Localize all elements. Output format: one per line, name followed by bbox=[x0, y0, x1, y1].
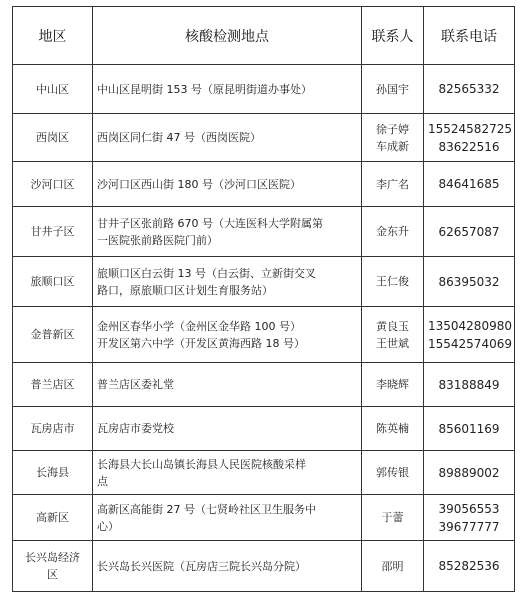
location-cell: 金州区春华小学（金州区金华路 100 号） 开发区第六中学（开发区黄海西路 18 号） bbox=[93, 307, 362, 363]
district-cell: 瓦房店市 bbox=[13, 407, 93, 451]
testing-sites-table bbox=[12, 6, 515, 592]
phone-cell: 85601169 bbox=[424, 407, 515, 451]
location-cell: 瓦房店市委党校 bbox=[93, 407, 362, 451]
phone-cell: 86395032 bbox=[424, 257, 515, 307]
district-cell: 中山区 bbox=[13, 65, 93, 114]
district-cell: 高新区 bbox=[13, 495, 93, 541]
district-cell: 普兰店区 bbox=[13, 363, 93, 407]
contact-cell: 郭传银 bbox=[362, 451, 424, 495]
contact-cell: 于蕾 bbox=[362, 495, 424, 541]
contact-cell: 徐子婷 车成新 bbox=[362, 114, 424, 162]
location-cell: 甘井子区张前路 670 号（大连医科大学附属第 一医院张前路医院门前） bbox=[93, 207, 362, 257]
district-cell: 长兴岛经济 区 bbox=[13, 541, 93, 592]
table-row bbox=[13, 162, 515, 207]
phone-cell: 15524582725 83622516 bbox=[424, 114, 515, 162]
table-row bbox=[13, 363, 515, 407]
contact-cell: 黄良玉 王世斌 bbox=[362, 307, 424, 363]
location-cell: 普兰店区委礼堂 bbox=[93, 363, 362, 407]
table-row bbox=[13, 207, 515, 257]
table-header-row bbox=[13, 7, 515, 65]
phone-cell: 83188849 bbox=[424, 363, 515, 407]
location-cell: 长海县大长山岛镇长海县人民医院核酸采样 点 bbox=[93, 451, 362, 495]
header-district: 地区 bbox=[13, 7, 93, 65]
contact-cell: 王仁俊 bbox=[362, 257, 424, 307]
table-row bbox=[13, 307, 515, 363]
phone-cell: 82565332 bbox=[424, 65, 515, 114]
location-cell: 高新区高能街 27 号（七贤岭社区卫生服务中 心） bbox=[93, 495, 362, 541]
table-row bbox=[13, 495, 515, 541]
location-cell: 中山区昆明街 153 号（原昆明街道办事处） bbox=[93, 65, 362, 114]
district-cell: 西岗区 bbox=[13, 114, 93, 162]
table-row bbox=[13, 114, 515, 162]
contact-cell: 李晓辉 bbox=[362, 363, 424, 407]
table-row bbox=[13, 541, 515, 592]
location-cell: 长兴岛长兴医院（瓦房店三院长兴岛分院） bbox=[93, 541, 362, 592]
contact-cell: 金东升 bbox=[362, 207, 424, 257]
phone-cell: 85282536 bbox=[424, 541, 515, 592]
table-row bbox=[13, 65, 515, 114]
phone-cell: 89889002 bbox=[424, 451, 515, 495]
header-contact: 联系人 bbox=[362, 7, 424, 65]
contact-cell: 陈英楠 bbox=[362, 407, 424, 451]
district-cell: 旅顺口区 bbox=[13, 257, 93, 307]
header-phone: 联系电话 bbox=[424, 7, 515, 65]
contact-cell: 李广名 bbox=[362, 162, 424, 207]
table-row bbox=[13, 257, 515, 307]
contact-cell: 孙国宇 bbox=[362, 65, 424, 114]
location-cell: 沙河口区西山街 180 号（沙河口区医院） bbox=[93, 162, 362, 207]
contact-cell: 邵明 bbox=[362, 541, 424, 592]
location-cell: 旅顺口区白云街 13 号（白云街、立新街交叉 路口，原旅顺口区计划生育服务站） bbox=[93, 257, 362, 307]
phone-cell: 62657087 bbox=[424, 207, 515, 257]
location-cell: 西岗区同仁街 47 号（西岗医院） bbox=[93, 114, 362, 162]
table-row bbox=[13, 451, 515, 495]
phone-cell: 13504280980 15542574069 bbox=[424, 307, 515, 363]
phone-cell: 84641685 bbox=[424, 162, 515, 207]
phone-cell: 39056553 39677777 bbox=[424, 495, 515, 541]
district-cell: 长海县 bbox=[13, 451, 93, 495]
table-row bbox=[13, 407, 515, 451]
district-cell: 沙河口区 bbox=[13, 162, 93, 207]
header-location: 核酸检测地点 bbox=[93, 7, 362, 65]
district-cell: 金普新区 bbox=[13, 307, 93, 363]
district-cell: 甘井子区 bbox=[13, 207, 93, 257]
